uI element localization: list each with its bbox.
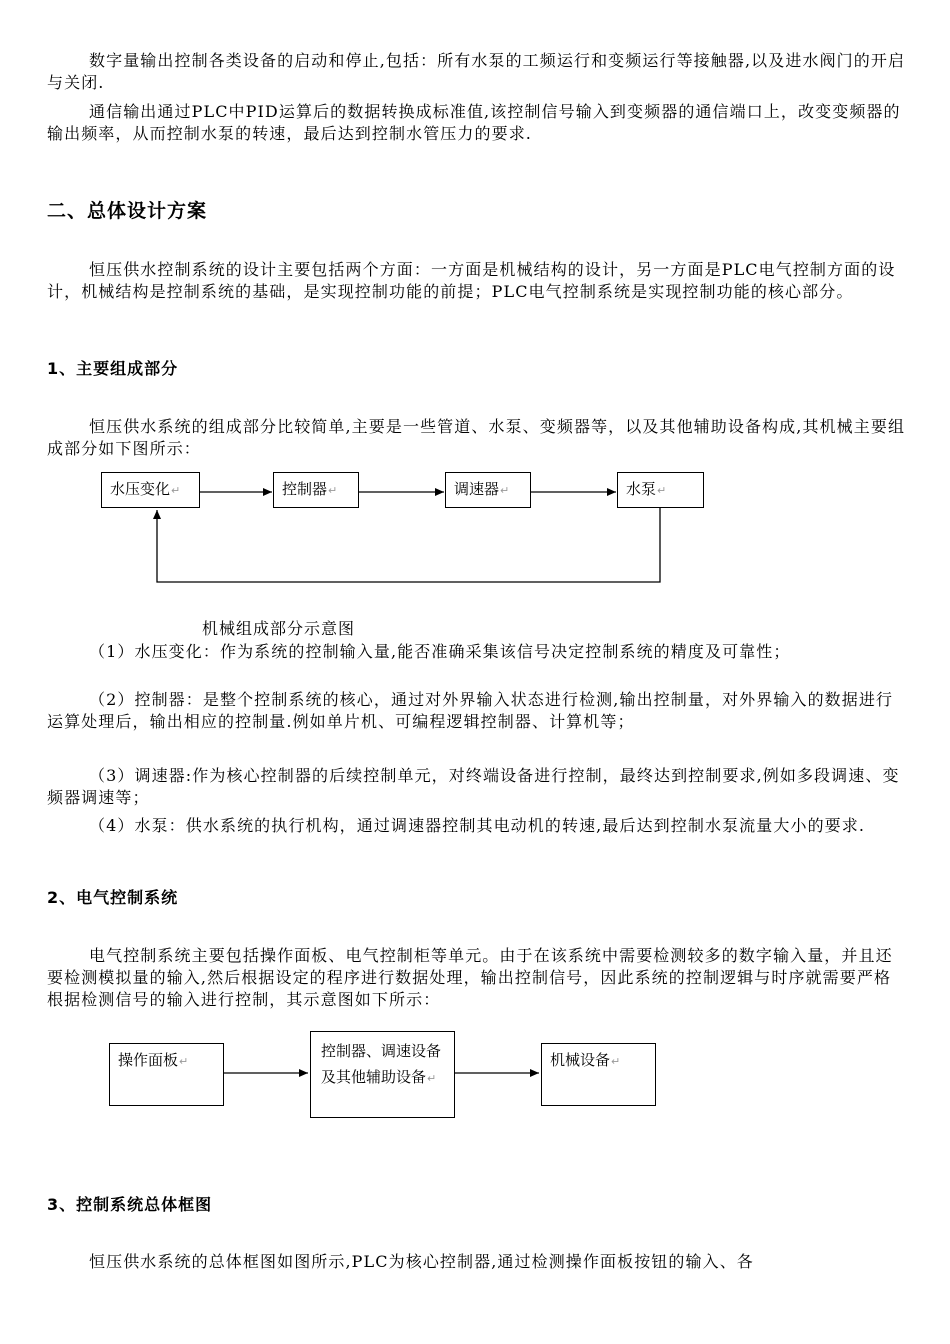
list-item-water-pressure: （1）水压变化：作为系统的控制输入量,能否准确采集该信号决定控制系统的精度及可靠性； — [89, 642, 791, 661]
intro-paragraph-1: 数字量输出控制各类设备的启动和停止,包括：所有水泵的工频运行和变频运行等接触器,以及进水阀门的开启与关闭. — [47, 51, 906, 92]
box-operation-panel: 操作面板↵ — [109, 1043, 224, 1106]
subheading-system-block-diagram: 3、控制系统总体框图 — [47, 1195, 213, 1214]
box-water-pump: 水泵↵ — [617, 472, 704, 508]
box-controller-and-auxiliary: 控制器、调速设备及其他辅助设备↵ — [310, 1031, 455, 1118]
sub3-paragraph: 恒压供水系统的总体框图如图所示,PLC为核心控制器,通过检测操作面板按钮的输入、各 — [89, 1252, 754, 1271]
sub1-paragraph: 恒压供水系统的组成部分比较简单,主要是一些管道、水泵、变频器等，以及其他辅助设备构成,其机械主要组成部分如下图所示： — [47, 417, 906, 458]
box-mechanical-equipment: 机械设备↵ — [541, 1043, 656, 1106]
subheading-electrical-control: 2、电气控制系统 — [47, 888, 179, 907]
subheading-main-components: 1、主要组成部分 — [47, 359, 179, 378]
intro-paragraph-2: 通信输出通过PLC中PID运算后的数据转换成标准值,该控制信号输入到变频器的通信端口上，改变变频器的输出频率，从而控制水泵的转速，最后达到控制水管压力的要求. — [47, 102, 901, 143]
list-item-speed-governor: （3）调速器:作为核心控制器的后续控制单元，对终端设备进行控制，最终达到控制要求,例如多段调速、变频器调速等； — [47, 766, 900, 807]
box-water-pressure-change: 水压变化↵ — [101, 472, 200, 508]
section-heading-overall-design: 二、总体设计方案 — [47, 200, 208, 222]
feedback-line — [157, 508, 660, 582]
box-controller: 控制器↵ — [273, 472, 359, 508]
sub2-paragraph: 电气控制系统主要包括操作面板、电气控制柜等单元。由于在该系统中需要检测较多的数字输入量，并且还要检测模拟量的输入,然后根据设定的程序进行数据处理，输出控制信号，因此系统的控制逻辑与时序就需要严格根据检测信号的输入进行控制，其示意图如下所示： — [47, 946, 893, 1009]
figure-caption-mechanical: 机械组成部分示意图 — [202, 619, 356, 638]
list-item-water-pump: （4）水泵：供水系统的执行机构，通过调速器控制其电动机的转速,最后达到控制水泵流量大小的要求. — [89, 816, 866, 835]
box-speed-governor: 调速器↵ — [445, 472, 531, 508]
list-item-controller: （2）控制器：是整个控制系统的核心，通过对外界输入状态进行检测,输出控制量，对外界输入的数据进行运算处理后，输出相应的控制量.例如单片机、可编程逻辑控制器、计算机等； — [47, 690, 894, 731]
section2-paragraph: 恒压供水控制系统的设计主要包括两个方面：一方面是机械结构的设计，另一方面是PLC电气控制方面的设计，机械结构是控制系统的基础，是实现控制功能的前提；PLC电气控制系统是实现控制功能的核心部分。 — [47, 260, 896, 301]
